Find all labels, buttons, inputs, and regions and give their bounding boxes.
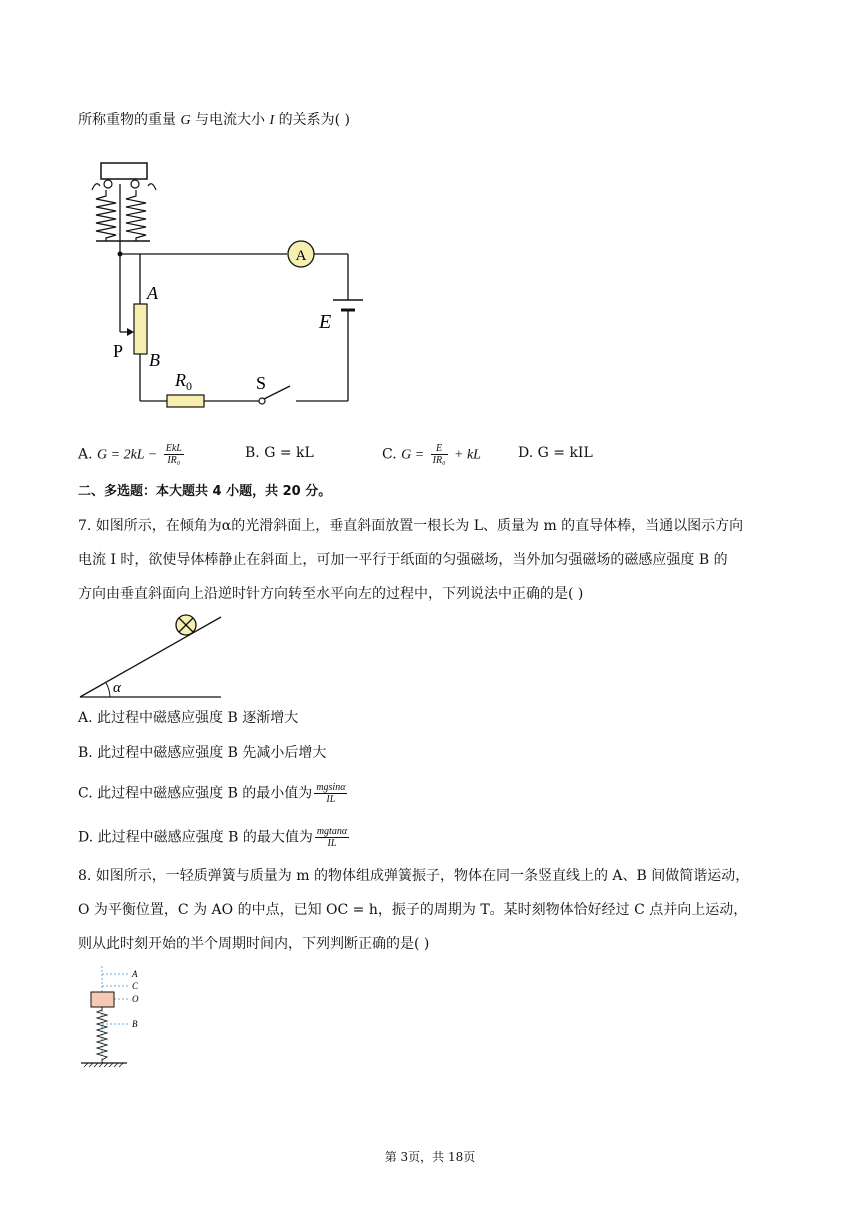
circuit-diagram bbox=[85, 155, 385, 415]
spring-oscillator-diagram bbox=[78, 962, 158, 1072]
position-c-label: C bbox=[132, 981, 139, 991]
question-6-stem-end: 所称重物的重量 G 与电流大小 I 的关系为( ) bbox=[78, 112, 350, 128]
q8-line-3: 则从此时刻开始的半个周期时间内，下列判断正确的是( ) bbox=[78, 936, 430, 952]
option-d: D. G = kIL bbox=[518, 445, 593, 461]
q7-option-c: C. 此过程中磁感应强度 B 的最小值为 $\frac{mgsin\alpha}{IL}$ bbox=[78, 782, 346, 805]
position-b-label: B bbox=[132, 1019, 138, 1029]
ammeter-label: A bbox=[295, 248, 307, 264]
angle-label: α bbox=[113, 680, 121, 696]
slider-label: P bbox=[113, 341, 124, 361]
page-footer: 第 3页，共 18页 bbox=[384, 1150, 476, 1164]
option-c: C. G = $\frac{E}{\text{IR₀}}$ + kL bbox=[382, 443, 481, 466]
option-a: A. G = 2kL − $\frac{\text{EkL}}{\text{IR₀}}$ bbox=[78, 443, 182, 466]
position-a-label: A bbox=[132, 969, 138, 979]
q7-option-b: B. 此过程中磁感应强度 B 先减小后增大 bbox=[78, 745, 327, 761]
q7-line-2: 电流 I 时，欲使导体棒静止在斜面上，可加一平行于纸面的匀强磁场，当外加匀强磁场的磁感应强度 B 的 bbox=[78, 552, 728, 568]
q7-option-d: D. 此过程中磁感应强度 B 的最大值为 $\frac{mgtan\alpha}{IL}$ bbox=[78, 826, 348, 849]
section-title: 二、多选题：本大题共 4 小题，共 20 分。 bbox=[78, 484, 332, 499]
rheostat-end-b: B bbox=[149, 350, 160, 370]
option-b: B. G = kL bbox=[245, 445, 314, 461]
rheostat-end-a: A bbox=[147, 283, 158, 303]
q7-option-a: A. 此过程中磁感应强度 B 逐渐增大 bbox=[78, 710, 299, 726]
q7-line-1: 7. 如图所示，在倾角为α的光滑斜面上，垂直斜面放置一根长为 L、质量为 m 的直导体棒，当通以图示方向 bbox=[78, 518, 744, 534]
incline-diagram bbox=[78, 612, 228, 702]
switch-label: S bbox=[256, 373, 267, 393]
resistor-label: $R_0$ bbox=[175, 370, 192, 393]
q8-line-1: 8. 如图所示，一轻质弹簧与质量为 m 的物体组成弹簧振子，物体在同一条竖直线上的 A、B 间做简谐运动， bbox=[78, 868, 750, 884]
position-o-label: O bbox=[132, 994, 139, 1004]
battery-label: E bbox=[319, 311, 332, 333]
q8-line-2: O 为平衡位置，C 为 AO 的中点，已知 OC = h，振子的周期为 T。某时刻物体恰好经过 C 点并向上运动， bbox=[78, 902, 748, 918]
q7-line-3: 方向由垂直斜面向上沿逆时针方向转至水平向左的过程中，下列说法中正确的是( ) bbox=[78, 586, 584, 602]
